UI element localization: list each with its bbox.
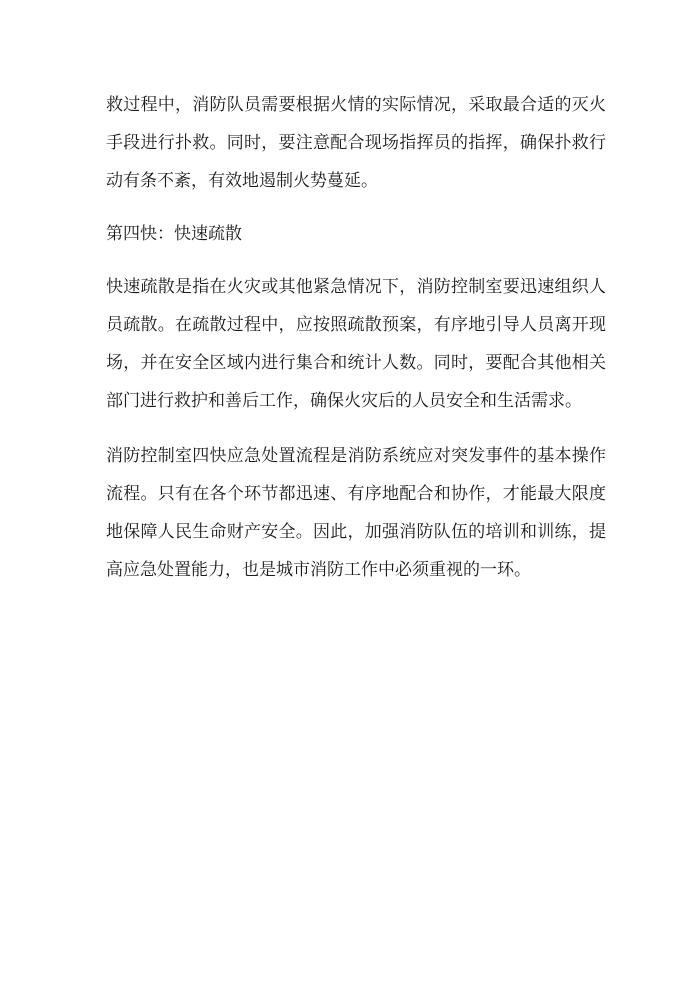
section-heading-fast-evacuation: 第四快：快速疏散 — [106, 224, 242, 244]
paragraph-fast-evacuation: 快速疏散是指在火灾或其他紧急情况下，消防控制室要迅速组织人员疏散。在疏散过程中，应按照疏散预案，有序地引导人员离开现场，并在安全区域内进行集合和统计人数。同时，要配合其他相关部门进行救护和善后工作，确保火灾后的人员安全和生活需求。 — [106, 277, 606, 411]
document-body — [106, 86, 606, 589]
paragraph-conclusion: 消防控制室四快应急处置流程是消防系统应对突发事件的基本操作流程。只有在各个环节都迅速、有序地配合和协作，才能最大限度地保障人民生命财产安全。因此，加强消防队伍的培训和训练，提高应急处置能力，也是城市消防工作中必须重视的一环。 — [106, 446, 606, 580]
paragraph-extinguish-continued: 救过程中，消防队员需要根据火情的实际情况，采取最合适的灭火手段进行扑救。同时，要注意配合现场指挥员的指挥，确保扑救行动有条不紊，有效地遏制火势蔓延。 — [106, 95, 606, 191]
